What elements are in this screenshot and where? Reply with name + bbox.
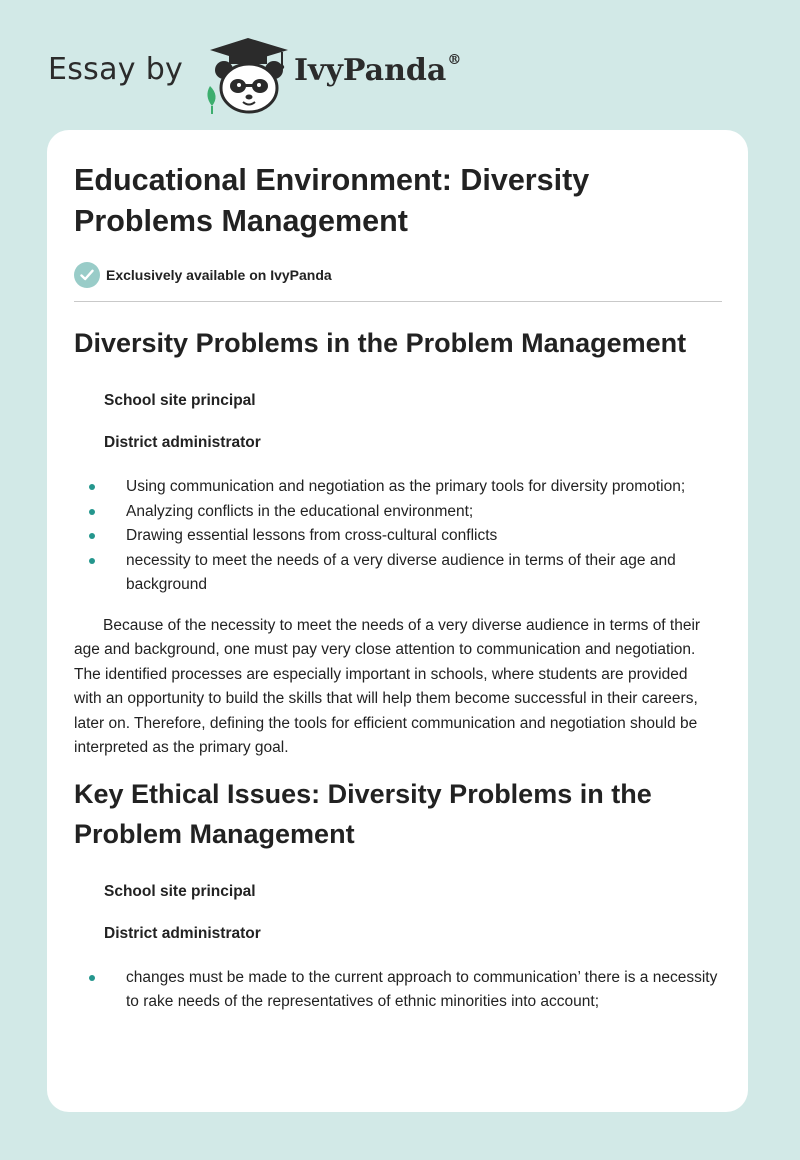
- site-header: [48, 30, 548, 120]
- brand-name: [294, 52, 461, 88]
- registered-mark: ®: [447, 52, 462, 68]
- bullet-dot: [89, 975, 95, 981]
- role-label: District administrator: [104, 924, 261, 942]
- exclusive-badge: [74, 261, 724, 289]
- article-card: [47, 130, 748, 1112]
- role-label: District administrator: [104, 434, 261, 451]
- list-item-text: necessity to meet the needs of a very diverse audience in terms of their age and background: [126, 551, 676, 593]
- bullet-dot: [89, 509, 95, 515]
- section-heading: Diversity Problems in the Problem Management: [74, 328, 687, 358]
- list-item: [74, 475, 724, 500]
- section-heading: Key Ethical Issues: Diversity Problems in the Problem Management: [74, 778, 652, 849]
- list-item-text: Using communication and negotiation as the primary tools for diversity promotion;: [126, 478, 686, 495]
- role-label: School site principal: [104, 882, 256, 900]
- bullet-dot: [89, 484, 95, 490]
- body-paragraph: Because of the necessity to meet the needs of a very diverse audience in terms of their age and background, one must pay very close attention to communication and negotiation. The identified processes are especially important in schools, where students are provided with an opportunity to build the skills that will help them become successful in their careers, later on. Therefore, defining the tools for efficient communication and negotiation should be interpreted as the primary goal.: [74, 616, 701, 756]
- exclusive-label: Exclusively available on IvyPanda: [106, 267, 332, 283]
- article-title: Educational Environment: Diversity Problems Management: [74, 163, 590, 238]
- article-content: [74, 160, 724, 1015]
- title-divider: [74, 301, 722, 302]
- bullet-list: [74, 966, 724, 1015]
- list-item: [74, 549, 724, 598]
- list-item: [74, 500, 724, 525]
- check-icon: [74, 262, 100, 288]
- list-item-text: Analyzing conflicts in the educational environment;: [126, 502, 474, 520]
- essay-by-label: Essay by: [48, 52, 184, 87]
- brand-label: IvyPanda: [294, 53, 447, 88]
- role-label: School site principal: [104, 392, 256, 409]
- bullet-dot: [89, 533, 95, 539]
- list-item: [74, 524, 724, 549]
- list-item-text: Drawing essential lessons from cross-cultural conflicts: [126, 527, 498, 544]
- bullet-dot: [89, 558, 95, 564]
- bullet-list: [74, 475, 724, 598]
- panda-graduate-icon: [202, 36, 292, 116]
- list-item: [74, 966, 724, 1015]
- list-item-text: changes must be made to the current approach to communication’ there is a necessity to rake needs of the representatives of ethnic minorities into account;: [126, 968, 718, 1010]
